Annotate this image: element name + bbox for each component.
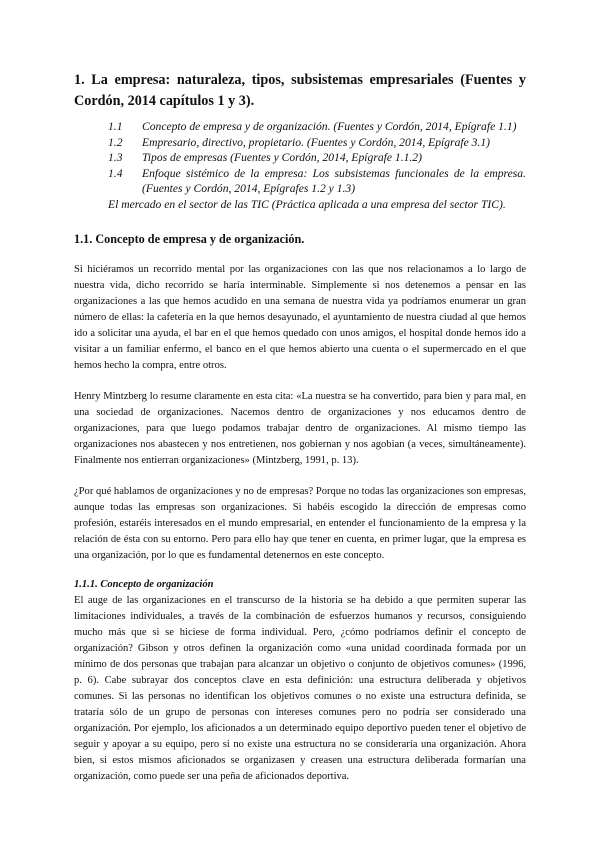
toc-item xyxy=(108,135,526,151)
toc-item-text: Tipos de empresas (Fuentes y Cordón, 2014, Epígrafe 1.1.2) xyxy=(142,151,422,164)
body-paragraph: ¿Por qué hablamos de organizaciones y no de empresas? Porque no todas las organizaciones son empresas, aunque todas las empresas son organizaciones. Si habéis escogido la dirección de empresas como profesión, estaréis interesados en el mundo empresarial, en entender el funcionamiento de la empresa y la relación de ésta con su entorno. Pero para ello hay que tener en cuenta, en primer lugar, que la empresa es una organización, por lo que es fundamental detenernos en este concepto. xyxy=(74,486,526,561)
toc-item xyxy=(108,166,526,197)
body-paragraph: Si hiciéramos un recorrido mental por las organizaciones con las que nos relacionamos a lo largo de nuestra vida, dicho recorrido se haría interminable. Simplemente si nos detenemos a pensar en las organizaciones a las que hemos acudido en una semana de nuestra vida ya podríamos enumerar un gran número de ellas: la cafetería en la que hemos desayunado, el ayuntamiento de nuestra ciudad al que hemos ido a solicitar una ayuda, el bar en el que hemos quedado con unos amigos, el hospital donde hemos ido a visitar a un familiar enfermo, el banco en el que hemos abierto una cuenta o el supermercado en el que hemos hecho la compra, entre otros. xyxy=(74,264,526,371)
toc-item-number: 1.4 xyxy=(108,166,123,180)
subsection-title: 1.1.1. Concepto de organización xyxy=(74,579,214,590)
table-of-contents xyxy=(108,119,526,212)
toc-item-number: 1.2 xyxy=(108,135,123,149)
body-paragraph: El auge de las organizaciones en el transcurso de la historia se ha debido a que permiten superar las limitaciones individuales, a través de la combinación de esfuerzos humanos y recursos, consiguiendo mucho más que si se hiciese de forma individual. Pero, ¿cómo podríamos definir el concepto de organización? Gibson y otros definen la organización como «una unidad coordinada formada por un mínimo de dos personas que trabajan para alcanzar un objetivo o conjunto de objetivos comunes» (1996, p. 6). Cabe subrayar dos conceptos clave en esta definición: una estructura deliberada y objetivos comunes. Si las personas no identifican los objetivos comunes o no existe una estructura definida, se trataría sólo de un grupo de personas con intereses comunes pero no podría ser considerado una organización. Por ejemplo, los aficionados a un determinado equipo deportivo pueden tener el objetivo de seguir y apoyar a su equipo, pero si no existe una estructura no se consideraría una organización. Ahora bien, si estos mismos aficionados se organizasen y creasen una estructura deliberada formarían una organización, como puede ser una peña de aficionados deportiva. xyxy=(74,595,526,782)
toc-item xyxy=(108,119,526,135)
toc-item-number: 1.3 xyxy=(108,151,123,164)
toc-item-text: Concepto de empresa y de organización. (Fuentes y Cordón, 2014, Epígrafe 1.1) xyxy=(142,120,517,133)
section-title: 1.1. Concepto de empresa y de organización. xyxy=(74,232,305,246)
toc-item-text: Empresario, directivo, propietario. (Fuentes y Cordón, 2014, Epígrafe 3.1) xyxy=(142,135,490,149)
toc-extra-item: El mercado en el sector de las TIC (Práctica aplicada a una empresa del sector TIC). xyxy=(108,197,506,211)
toc-item-text: Enfoque sistémico de la empresa: Los subsistemas funcionales de la empresa. (Fuentes y Cordón, 2014, Epígrafes 1.2 y 1.3) xyxy=(142,166,526,195)
chapter-title: 1. La empresa: naturaleza, tipos, subsistemas empresariales (Fuentes y Cordón, 2014 capítulos 1 y 3). xyxy=(74,72,526,109)
document-page xyxy=(74,70,526,785)
toc-item-number: 1.1 xyxy=(108,120,123,133)
toc-item xyxy=(108,150,526,166)
body-paragraph: Henry Mintzberg lo resume claramente en esta cita: «La nuestra se ha convertido, para bien y para mal, en una sociedad de organizaciones. Nacemos dentro de organizaciones y nos educamos dentro de organizaciones, para que luego podamos trabajar dentro de organizaciones. Al mismo tiempo las organizaciones nos abastecen y nos entretienen, nos gobiernan y nos agobian (a veces, simultáneamente). Finalmente nos entierran organizaciones» (Mintzberg, 1991, p. 13). xyxy=(74,391,526,466)
